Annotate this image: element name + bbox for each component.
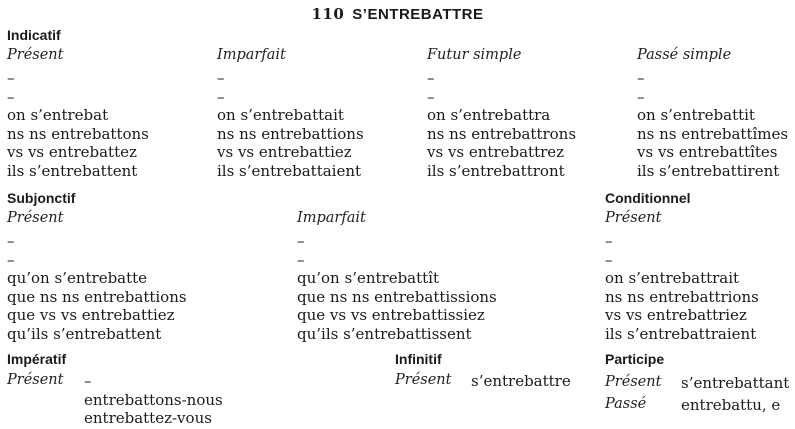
conjugation-list [427,69,576,180]
form-line: – [637,87,645,106]
indicatif-imparfait-block [217,47,364,180]
form-line: – [297,232,305,250]
conjugation-list [217,69,364,180]
form-line: que ns ns entrebattissions [297,287,497,306]
form-line: ils s’entrebattaient [217,161,362,180]
form-line: vs vs entrebattîtes [637,143,778,161]
subjonctif-present-block [7,210,187,343]
tense-label: Futur simple [427,47,522,63]
form-line: ils s’entrebattent [7,161,138,180]
form-line: entrebattez-vous [84,409,212,427]
imperatif-heading: Impératif [7,351,67,367]
participe-present-label: Présent [605,374,662,390]
form-line: – [217,69,225,87]
form-line: qu’on s’entrebattît [297,269,439,287]
form-line: – [637,69,645,87]
form-line: que ns ns entrebattions [7,287,187,306]
indicatif-present-block [7,47,149,180]
conditionnel-heading: Conditionnel [605,190,691,206]
conjugation-list [605,232,759,343]
form-line: qu’ils s’entrebattissent [297,324,472,343]
tense-label: Passé simple [637,47,732,63]
tense-label: Présent [605,210,662,226]
form-line: – [7,87,15,106]
tense-label: Présent [7,47,64,63]
tense-label: Imparfait [217,47,286,63]
form-line: ns ns entrebattîmes [637,124,789,143]
indicatif-futur-block [427,47,576,180]
form-line: vs vs entrebattrez [427,143,565,161]
verb-number: 110 [311,5,345,23]
participe-present-form: s’entrebattant [681,374,790,392]
form-line: qu’ils s’entrebattent [7,324,162,343]
participe-heading: Participe [605,351,665,367]
form-line: – [297,250,305,269]
tense-label: Présent [7,210,64,226]
form-line: – [217,87,225,106]
subjonctif-heading: Subjonctif [7,190,76,206]
form-line: on s’entrebattit [637,106,755,124]
conditionnel-present-block [605,210,759,343]
form-line: – [427,87,435,106]
tense-label: Imparfait [297,210,366,226]
form-line: ils s’entrebattraient [605,324,757,343]
imperatif-present-label: Présent [7,372,64,388]
form-line: – [427,69,435,87]
participe-passe-form: entrebattu, e [681,396,781,414]
form-line: ils s’entrebattirent [637,161,780,180]
form-line: – [7,250,15,269]
conjugation-list [7,232,187,343]
form-line: vs vs entrebattiez [217,143,352,161]
conjugation-list [297,232,497,343]
form-line: que vs vs entrebattissiez [297,306,485,324]
indicatif-passe-simple-block [637,47,788,180]
form-line: ils s’entrebattront [427,161,565,180]
subjonctif-imparfait-block [297,210,497,343]
form-line: ns ns entrebattons [7,124,149,143]
form-line: entrebattons-nous [84,390,223,409]
form-line: – [84,372,92,390]
form-line: ns ns entrebattrons [427,124,577,143]
form-line: on s’entrebattait [217,106,344,124]
form-line: vs vs entrebattez [7,143,137,161]
form-line: que vs vs entrebattiez [7,306,175,324]
form-line: – [7,232,15,250]
form-line: on s’entrebat [7,106,109,124]
form-line: – [605,232,613,250]
form-line: – [7,69,15,87]
infinitif-form: s’entrebattre [471,372,571,390]
conjugation-list [7,69,149,180]
form-line: on s’entrebattra [427,106,551,124]
form-line: ns ns entrebattions [217,124,364,143]
verb-name: S’ENTREBATTRE [352,6,484,23]
participe-passe-label: Passé [605,396,647,412]
form-line: vs vs entrebattriez [605,306,747,324]
conjugation-list [637,69,788,180]
page-title [0,5,795,23]
imperatif-forms [84,372,223,428]
infinitif-heading: Infinitif [395,351,442,367]
form-line: – [605,250,613,269]
form-line: ns ns entrebattrions [605,287,759,306]
infinitif-present-label: Présent [395,372,452,388]
form-line: on s’entrebattrait [605,269,740,287]
indicatif-heading: Indicatif [7,27,61,43]
form-line: qu’on s’entrebatte [7,269,148,287]
